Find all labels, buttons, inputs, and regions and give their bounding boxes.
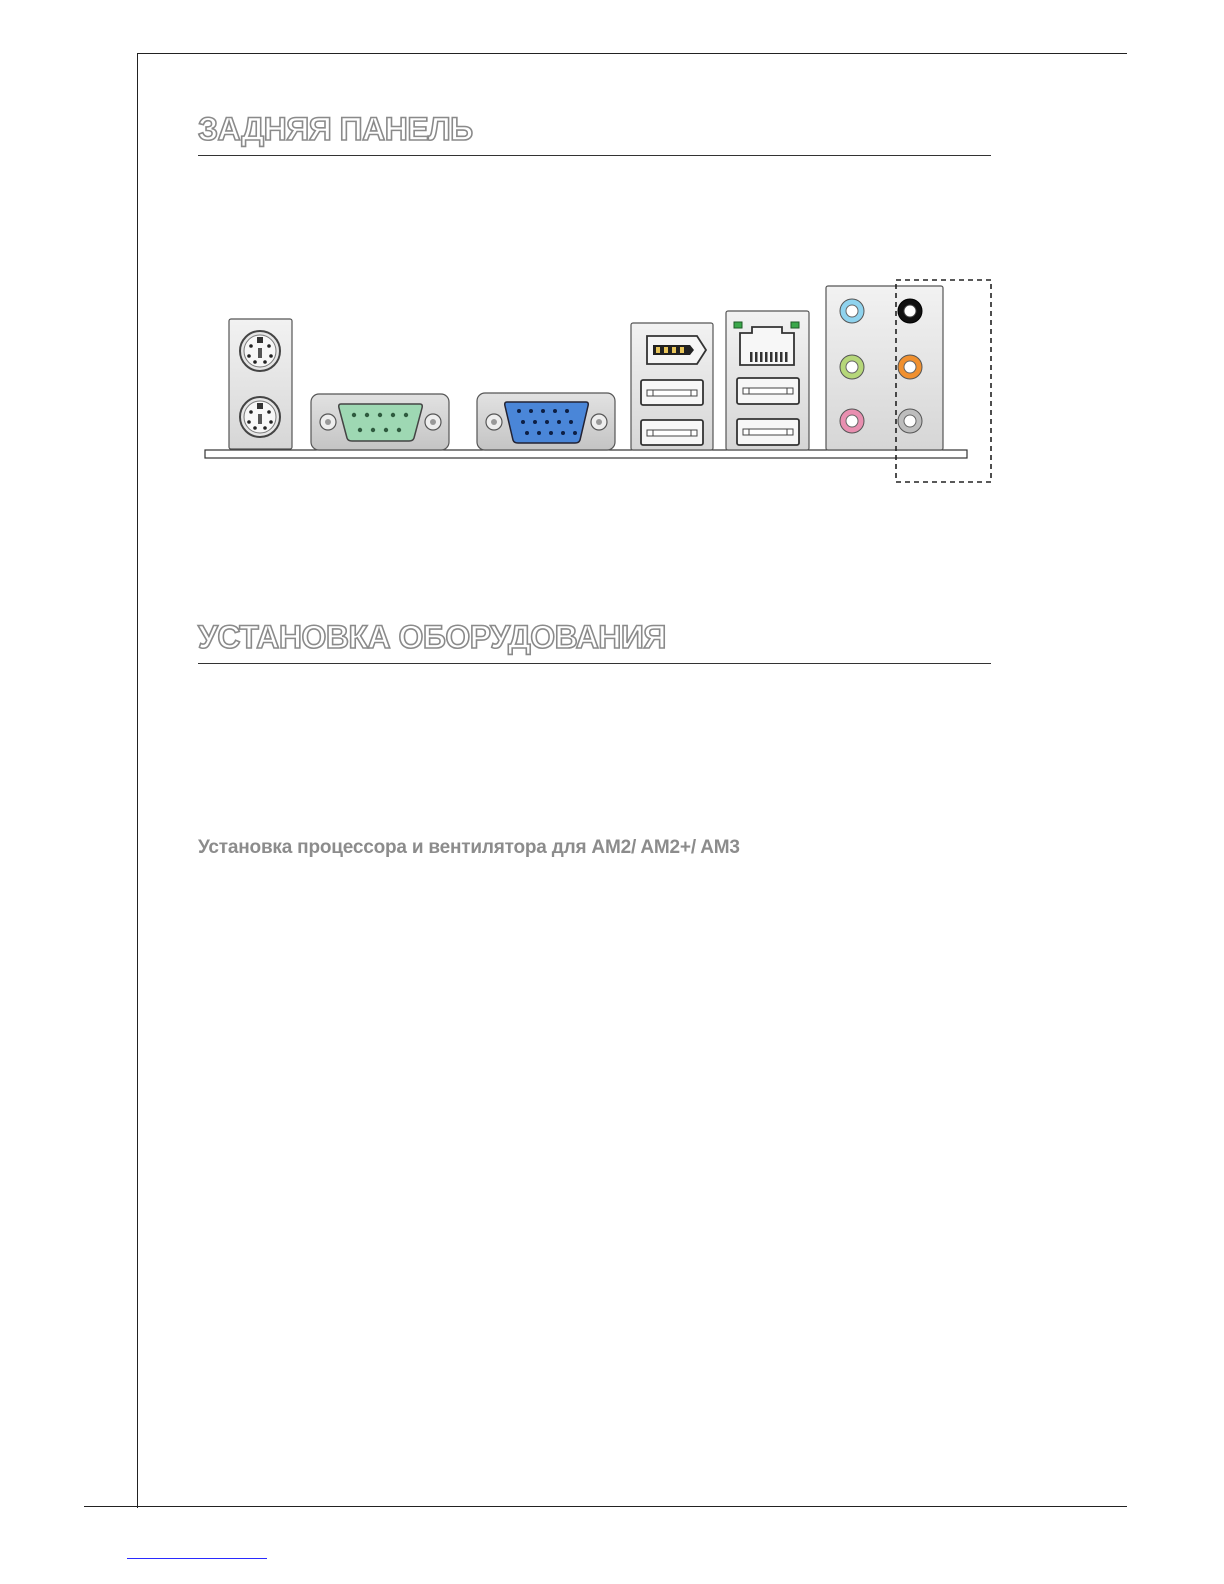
ps2-mouse-port — [240, 331, 280, 371]
usb-port-4 — [737, 419, 799, 445]
cpu-install-subtitle: Установка процессора и вентилятора для AM2/ AM2+/ AM3 — [198, 837, 740, 858]
audio-jack-gray — [898, 409, 922, 433]
audio-jack-lime — [840, 355, 864, 379]
ps2-stack — [229, 319, 292, 449]
audio-jack-orange — [898, 355, 922, 379]
vga-port — [477, 393, 615, 450]
ieee1394-port — [647, 336, 706, 364]
audio-jack-pink — [840, 409, 864, 433]
rear-panel-title: ЗАДНЯЯ ПАНЕЛЬ — [198, 111, 473, 147]
audio-jacks — [826, 286, 943, 450]
serial-port — [311, 394, 449, 450]
hardware-setup-rule — [198, 663, 991, 664]
lan-usb-stack — [726, 311, 809, 450]
audio-jack-blue — [840, 299, 864, 323]
hardware-setup-title: УСТАНОВКА ОБОРУДОВАНИЯ — [198, 619, 666, 655]
firewire-usb-stack — [631, 323, 713, 450]
audio-jack-black — [898, 299, 922, 323]
io-baseplate — [205, 450, 967, 458]
ps2-keyboard-port — [240, 397, 280, 437]
usb-port-3 — [737, 378, 799, 404]
rear-panel-diagram — [0, 0, 1224, 520]
usb-port-2 — [641, 420, 703, 445]
usb-port-1 — [641, 380, 703, 405]
footer-link-underline — [127, 1558, 267, 1559]
page-frame-bottom — [84, 1506, 1127, 1507]
